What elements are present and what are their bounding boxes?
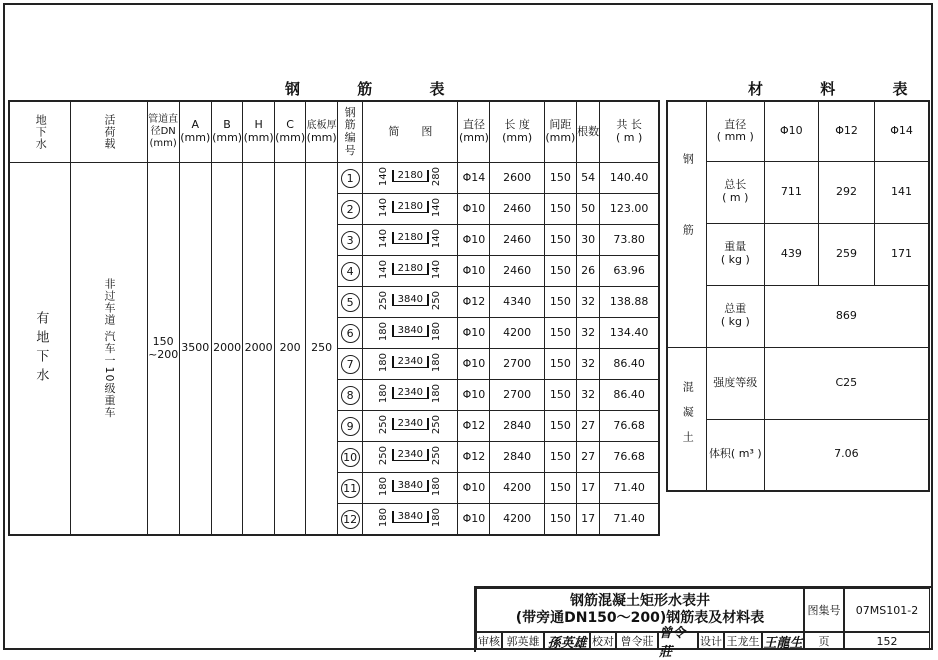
bar-count: 26 [576,256,599,287]
bar-sketch [363,194,458,225]
shared-groundwater: 有地下水 [9,163,70,536]
header-b [211,101,243,163]
bar-shape [376,353,444,372]
bar-sketch [363,349,458,380]
bar-total-length: 134.40 [600,318,659,349]
drawing-title-line1: 钢筋混凝土矩形水表井 [570,593,710,609]
atlas-number: 07MS101-2 [844,588,930,632]
bar-shape [376,260,444,279]
concrete-label: 混凝土 [667,347,706,491]
header-total-unit: ( m ) [616,131,643,144]
bar-mid-length: 2340 [394,418,427,430]
bar-total-length: 86.40 [600,349,659,380]
bar-left-leg: 250 [378,290,390,310]
header-bar-no: 钢筋编号 [337,101,362,163]
bar-sketch [363,287,458,318]
header-live-load: 活荷载 [70,101,147,163]
bar-number: 12 [341,510,360,529]
header-spacing-label: 间距 [549,118,572,132]
bar-diameter: Φ10 [458,225,490,256]
bar-shape [376,508,444,527]
bar-shape [376,198,444,217]
designer-signature: 王龍生 [762,632,804,650]
bar-left-leg: 180 [378,352,390,372]
header-total [600,101,659,163]
bar-number: 10 [341,448,360,467]
bar-diameter: Φ10 [458,504,490,536]
vol-label: 体积( m³ ) [706,419,764,491]
bar-diameter: Φ10 [458,380,490,411]
bar-shape [376,229,444,248]
bar-hook-right [427,263,429,275]
header-length-label: 长 度 [504,118,530,132]
bar-spacing: 150 [544,380,576,411]
bar-total-length: 123.00 [600,194,659,225]
header-dia-label: 直径 [462,118,485,132]
header-b-label: B [223,118,231,132]
bar-mid-length: 3840 [394,294,427,306]
bar-count: 32 [576,349,599,380]
bar-count: 27 [576,411,599,442]
bar-sketch [363,225,458,256]
bar-count: 54 [576,163,599,194]
bar-length: 4340 [490,287,544,318]
bar-number: 2 [341,200,360,219]
header-spacing [544,101,576,163]
bar-spacing: 150 [544,442,576,473]
bar-mid-length: 2340 [394,387,427,399]
header-c-label: C [286,118,294,132]
bar-sketch [363,318,458,349]
bar-diameter: Φ12 [458,411,490,442]
bar-spacing: 150 [544,411,576,442]
bar-mid-length: 3840 [394,480,427,492]
bar-mid-length: 2340 [394,356,427,368]
bar-total-length: 76.68 [600,442,659,473]
total-label-unit: ( kg ) [720,315,750,328]
bar-left-leg: 250 [378,445,390,465]
len-label-text: 总长 [724,178,747,192]
rebar-table [8,100,660,536]
material-table-heading: 材 料 表 [748,80,934,98]
bar-shape [376,415,444,434]
bar-count: 17 [576,504,599,536]
bar-right-leg: 250 [431,290,443,310]
bar-number: 7 [341,355,360,374]
bar-left-leg: 180 [378,476,390,496]
bar-count: 27 [576,442,599,473]
bar-sketch [363,442,458,473]
bar-number: 8 [341,386,360,405]
reviewer-name: 郭英雄 [502,632,544,650]
bar-right-leg: 140 [431,228,443,248]
wt-1: 439 [764,223,818,285]
len-label [706,161,764,223]
bar-sketch [363,473,458,504]
bar-number-cell [337,256,362,287]
bar-shape [376,167,444,186]
rebar-header-row [9,101,659,163]
bar-right-leg: 140 [431,259,443,279]
pipe-dn-label: 管道直径DN [148,114,179,137]
bar-number-cell [337,318,362,349]
header-pipe-dn [147,101,179,163]
bar-diameter: Φ10 [458,349,490,380]
bar-spacing: 150 [544,163,576,194]
bar-total-length: 71.40 [600,473,659,504]
bar-shape [376,322,444,341]
shared-dn: 150 ~200 [147,163,179,536]
bar-count: 32 [576,287,599,318]
bar-number: 11 [341,479,360,498]
material-volume-row [667,419,929,491]
bar-number: 5 [341,293,360,312]
total-weight: 869 [764,285,929,347]
checker-name: 曾令莊 [616,632,658,650]
vol-value: 7.06 [764,419,929,491]
bar-count: 32 [576,380,599,411]
bar-number-cell [337,504,362,536]
bar-left-leg: 180 [378,321,390,341]
bar-length: 4200 [490,504,544,536]
total-label [706,285,764,347]
bar-right-leg: 140 [431,197,443,217]
bar-diameter: Φ10 [458,473,490,504]
wt-3: 171 [875,223,929,285]
bar-left-leg: 250 [378,414,390,434]
header-dia [458,101,490,163]
rebar-row [9,163,659,194]
bar-mid-length: 2340 [394,449,427,461]
bar-left-leg: 140 [378,228,390,248]
bar-length: 2700 [490,349,544,380]
bar-spacing: 150 [544,318,576,349]
bar-count: 32 [576,318,599,349]
bar-count: 50 [576,194,599,225]
bar-total-length: 140.40 [600,163,659,194]
title-area [476,588,804,632]
bar-mid-length: 2180 [394,232,427,244]
bar-length: 2700 [490,380,544,411]
bar-sketch [363,256,458,287]
len-1: 711 [764,161,818,223]
bar-diameter: Φ12 [458,442,490,473]
pipe-dn-unit: (mm) [149,138,177,150]
bar-number-cell [337,442,362,473]
bar-hook-right [427,387,429,399]
reviewer-signature: 孫英雄 [544,632,590,650]
wt-2: 259 [818,223,874,285]
material-weight-row [667,223,929,285]
bar-number-cell [337,380,362,411]
header-dia-unit: (mm) [458,131,489,144]
bar-number-cell [337,473,362,504]
bar-number: 4 [341,262,360,281]
bar-mid-length: 3840 [394,325,427,337]
bar-shape [376,446,444,465]
shared-a: 3500 [179,163,211,536]
bar-mid-length: 2180 [394,263,427,275]
bar-shape [376,291,444,310]
bar-number-cell [337,225,362,256]
bar-spacing: 150 [544,349,576,380]
bar-hook-right [427,356,429,368]
bar-hook-right [427,232,429,244]
bar-length: 2460 [490,225,544,256]
bar-length: 2840 [490,411,544,442]
bar-length: 2840 [490,442,544,473]
bar-right-leg: 250 [431,414,443,434]
designer-name: 王龙生 [724,632,762,650]
bar-number: 3 [341,231,360,250]
bar-hook-right [427,511,429,523]
bar-length: 4200 [490,473,544,504]
shared-live-load: 非过车道 汽车一10级重车 [70,163,147,536]
bar-spacing: 150 [544,194,576,225]
bar-mid-length: 3840 [394,511,427,523]
bar-diameter: Φ12 [458,287,490,318]
bar-count: 30 [576,225,599,256]
header-slab-unit: (mm) [306,131,337,144]
page-number: 152 [844,632,930,650]
bar-number-cell [337,194,362,225]
header-slab-label: 底板厚 [306,120,337,132]
bar-diameter: Φ10 [458,194,490,225]
bar-right-leg: 180 [431,321,443,341]
check-label: 校对 [590,632,616,650]
bar-number-cell [337,349,362,380]
wt-label-unit: ( kg ) [720,253,750,266]
total-label-text: 总重 [724,302,747,316]
drawing-title-line2: (带旁通DN150～200)钢筋表及材料表 [515,610,765,626]
bar-right-leg: 250 [431,445,443,465]
header-sketch: 简 图 [363,101,458,163]
material-grade-row [667,347,929,419]
bar-count: 17 [576,473,599,504]
bar-shape [376,384,444,403]
bar-total-length: 71.40 [600,504,659,536]
bar-sketch [363,504,458,536]
bar-right-leg: 180 [431,507,443,527]
bar-number-cell [337,411,362,442]
bar-length: 2600 [490,163,544,194]
material-length-row [667,161,929,223]
header-count: 根数 [576,101,599,163]
header-slab [306,101,338,163]
bar-total-length: 86.40 [600,380,659,411]
bar-number: 6 [341,324,360,343]
len-3: 141 [875,161,929,223]
header-c-unit: (mm) [275,131,306,144]
shared-c: 200 [274,163,306,536]
bar-left-leg: 140 [378,166,390,186]
bar-hook-right [427,325,429,337]
bar-number-cell [337,163,362,194]
bar-right-leg: 180 [431,476,443,496]
bar-left-leg: 140 [378,259,390,279]
bar-spacing: 150 [544,287,576,318]
header-h-label: H [254,118,263,132]
bar-hook-right [427,418,429,430]
bar-sketch [363,163,458,194]
bar-mid-length: 2180 [394,170,427,182]
bar-length: 4200 [490,318,544,349]
bar-right-leg: 280 [431,166,443,186]
bar-diameter: Φ14 [458,163,490,194]
bar-left-leg: 180 [378,507,390,527]
bar-hook-right [427,201,429,213]
material-total-row [667,285,929,347]
review-label: 审核 [476,632,502,650]
bar-left-leg: 180 [378,383,390,403]
header-groundwater: 地下水 [9,101,70,163]
header-h [243,101,275,163]
dia-3: Φ14 [875,101,929,161]
bar-shape [376,477,444,496]
header-length-unit: (mm) [502,131,533,144]
bar-hook-right [427,480,429,492]
header-a-unit: (mm) [180,131,211,144]
len-label-unit: ( m ) [722,191,749,204]
bar-length: 2460 [490,194,544,225]
bar-sketch [363,380,458,411]
rebar-table-body [9,163,659,536]
bar-spacing: 150 [544,225,576,256]
material-table [666,100,930,492]
len-2: 292 [818,161,874,223]
bar-number: 9 [341,417,360,436]
header-h-unit: (mm) [243,131,274,144]
grade-value: C25 [764,347,929,419]
bar-total-length: 73.80 [600,225,659,256]
wt-label [706,223,764,285]
bar-sketch [363,411,458,442]
shared-h: 2000 [243,163,275,536]
material-dia-row [667,101,929,161]
bar-total-length: 76.68 [600,411,659,442]
header-c [274,101,306,163]
bar-right-leg: 180 [431,383,443,403]
shared-slab: 250 [306,163,338,536]
header-total-label: 共 长 [616,118,642,132]
design-label: 设计 [698,632,724,650]
bar-right-leg: 180 [431,352,443,372]
bar-hook-right [427,449,429,461]
dia-2: Φ12 [818,101,874,161]
steel-label: 钢筋 [667,101,706,347]
title-block [474,586,932,660]
bar-number: 1 [341,169,360,188]
bar-spacing: 150 [544,256,576,287]
bar-total-length: 63.96 [600,256,659,287]
bar-hook-right [427,294,429,306]
checker-signature: 曾令莊 [658,632,698,650]
bar-spacing: 150 [544,473,576,504]
wt-label-text: 重量 [724,240,747,254]
shared-b: 2000 [211,163,243,536]
bar-total-length: 138.88 [600,287,659,318]
bar-length: 2460 [490,256,544,287]
bar-diameter: Φ10 [458,256,490,287]
header-spacing-unit: (mm) [545,131,576,144]
dia-label [706,101,764,161]
page-label: 页 [804,632,844,650]
header-a-label: A [191,118,200,132]
bar-number-cell [337,287,362,318]
header-a [179,101,211,163]
dia-label-text: 直径 [724,117,747,131]
rebar-table-heading: 钢 筋 表 [285,80,471,98]
bar-spacing: 150 [544,504,576,536]
bar-diameter: Φ10 [458,318,490,349]
bar-left-leg: 140 [378,197,390,217]
bar-mid-length: 2180 [394,201,427,213]
header-length [490,101,544,163]
atlas-label: 图集号 [804,588,844,632]
bar-hook-right [427,170,429,182]
dia-1: Φ10 [764,101,818,161]
header-b-unit: (mm) [212,131,243,144]
dia-label-unit: ( mm ) [716,130,754,144]
grade-label: 强度等级 [706,347,764,419]
